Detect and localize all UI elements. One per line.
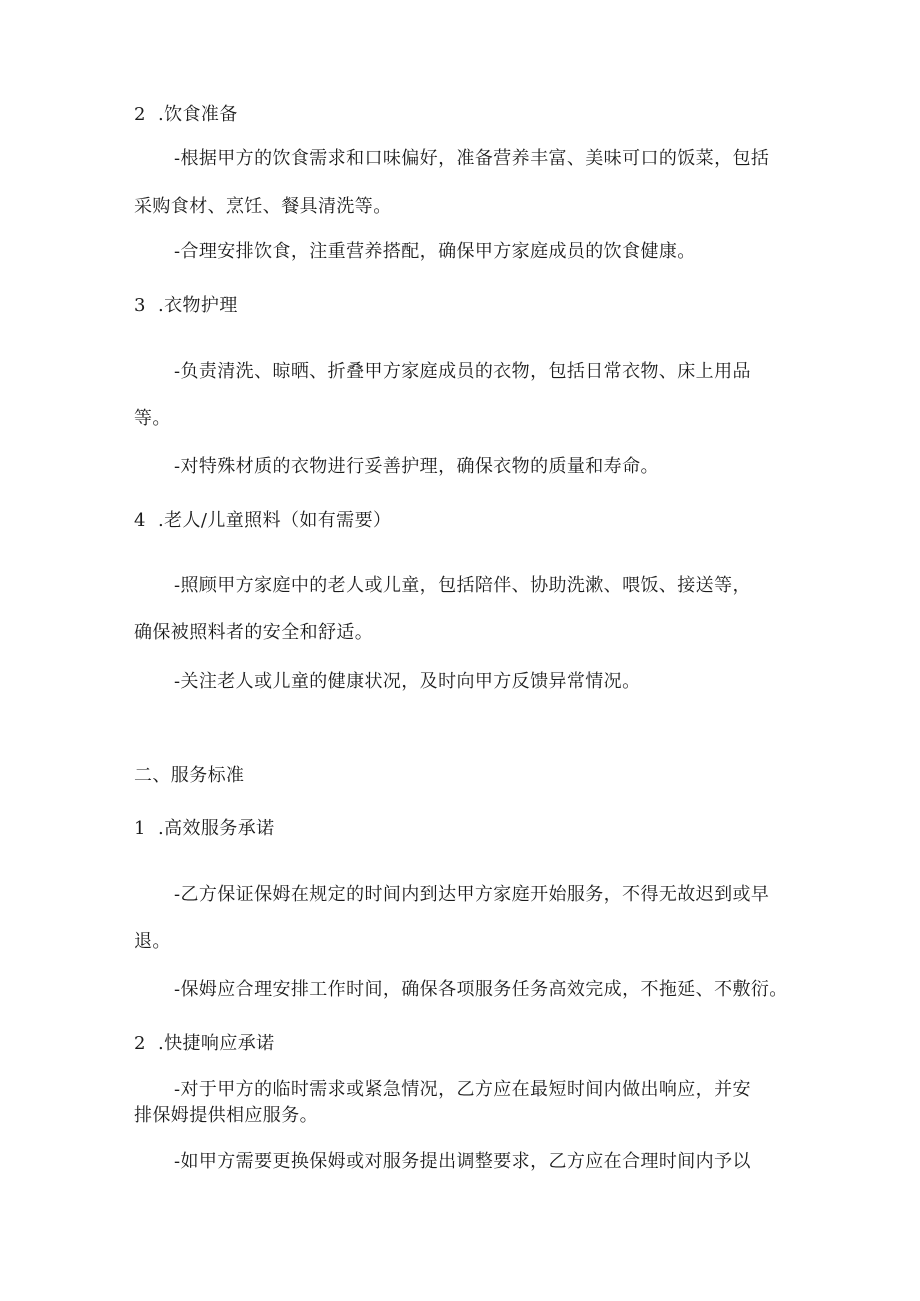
paragraph-line: -负责清洗、晾晒、折叠甲方家庭成员的衣物，包括日常衣物、床上用品	[174, 361, 751, 382]
section-number: 4	[134, 510, 146, 531]
paragraph-line: -如甲方需要更换保姆或对服务提出调整要求，乙方应在合理时间内予以	[174, 1151, 751, 1172]
chapter-title: 二、服务标准	[134, 765, 245, 786]
section-number: 2	[134, 104, 146, 125]
section-number: 3	[134, 295, 146, 316]
paragraph-line: -保姆应合理安排工作时间，确保各项服务任务高效完成，不拖延、不敷衍。	[174, 979, 788, 1000]
paragraph-line: 等。	[134, 408, 171, 429]
section-title: .快捷响应承诺	[158, 1033, 275, 1054]
section-heading-clothing	[134, 295, 238, 317]
paragraph-line: -乙方保证保姆在规定的时间内到达甲方家庭开始服务，不得无故迟到或早	[174, 884, 770, 905]
section-heading-diet	[134, 104, 238, 126]
section-title: .老人/儿童照料（如有需要）	[158, 510, 392, 531]
section-title: .高效服务承诺	[158, 818, 275, 839]
paragraph-line: 退。	[134, 931, 171, 952]
paragraph-line: 确保被照料者的安全和舒适。	[134, 622, 374, 643]
section-heading-response	[134, 1033, 275, 1055]
paragraph-line: -根据甲方的饮食需求和口味偏好，准备营养丰富、美味可口的饭菜，包括	[174, 148, 770, 169]
section-heading-care	[134, 510, 391, 532]
paragraph-line: -关注老人或儿童的健康状况，及时向甲方反馈异常情况。	[174, 671, 641, 692]
paragraph-line: -对特殊材质的衣物进行妥善护理，确保衣物的质量和寿命。	[174, 456, 659, 477]
paragraph-line: 采购食材、烹饪、餐具清洗等。	[134, 196, 392, 217]
paragraph-line: 排保姆提供相应服务。	[134, 1105, 318, 1126]
section-title: .饮食准备	[158, 104, 238, 125]
paragraph-line: -照顾甲方家庭中的老人或儿童，包括陪伴、协助洗漱、喂饭、接送等，	[174, 575, 751, 596]
paragraph-line: -对于甲方的临时需求或紧急情况，乙方应在最短时间内做出响应，并安	[174, 1079, 751, 1100]
section-number: 1	[134, 818, 146, 839]
section-title: .衣物护理	[158, 295, 238, 316]
section-number: 2	[134, 1033, 146, 1054]
section-heading-efficiency	[134, 818, 275, 840]
paragraph-line: -合理安排饮食，注重营养搭配，确保甲方家庭成员的饮食健康。	[174, 241, 696, 262]
